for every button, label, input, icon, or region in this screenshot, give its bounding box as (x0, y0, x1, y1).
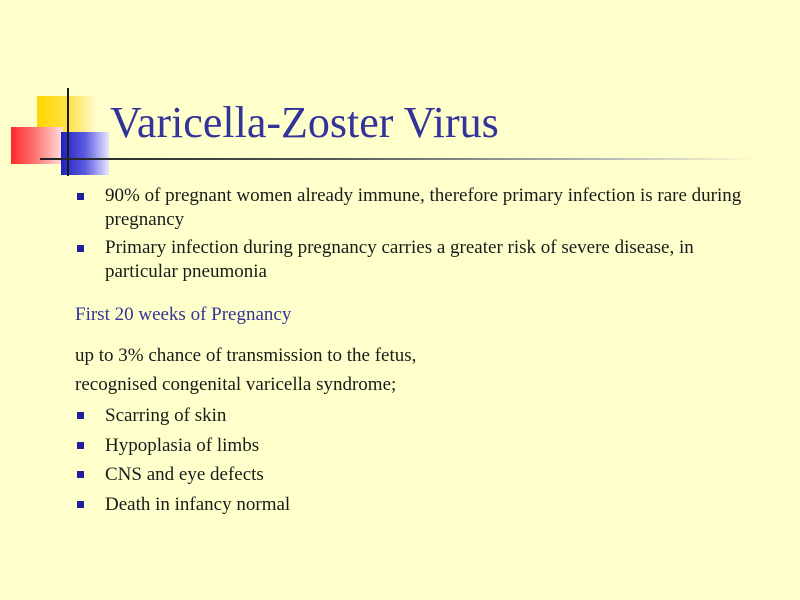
body-paragraph: recognised congenital varicella syndrome; (75, 374, 397, 395)
square-bullet-icon (77, 442, 84, 449)
bottom-bullet-list (75, 404, 755, 522)
square-bullet-icon (77, 471, 84, 478)
body-paragraph: up to 3% chance of transmission to the fetus, (75, 345, 417, 366)
square-bullet-icon (77, 412, 84, 419)
list-item (75, 404, 755, 428)
square-bullet-icon (77, 245, 84, 252)
list-item (75, 236, 755, 284)
list-item-text: 90% of pregnant women already immune, therefore primary infection is rare during pregnancy (105, 185, 742, 230)
list-item (75, 434, 755, 458)
square-bullet-icon (77, 193, 84, 200)
square-bullet-icon (77, 501, 84, 508)
title-underline-rule (40, 158, 758, 160)
slide-title: Varicella-Zoster Virus (110, 98, 499, 147)
list-item-text: Primary infection during pregnancy carries a greater risk of severe disease, in particular pneumonia (105, 237, 694, 282)
top-bullet-list (75, 184, 755, 288)
list-item-text: Death in infancy normal (105, 493, 291, 515)
section-subheading: First 20 weeks of Pregnancy (75, 304, 292, 325)
list-item (75, 184, 755, 232)
list-item-text: Hypoplasia of limbs (105, 434, 260, 456)
vertical-rule-decoration (67, 88, 69, 176)
list-item (75, 463, 755, 487)
list-item (75, 493, 755, 517)
list-item-text: Scarring of skin (105, 405, 227, 426)
list-item-text: CNS and eye defects (105, 464, 264, 486)
